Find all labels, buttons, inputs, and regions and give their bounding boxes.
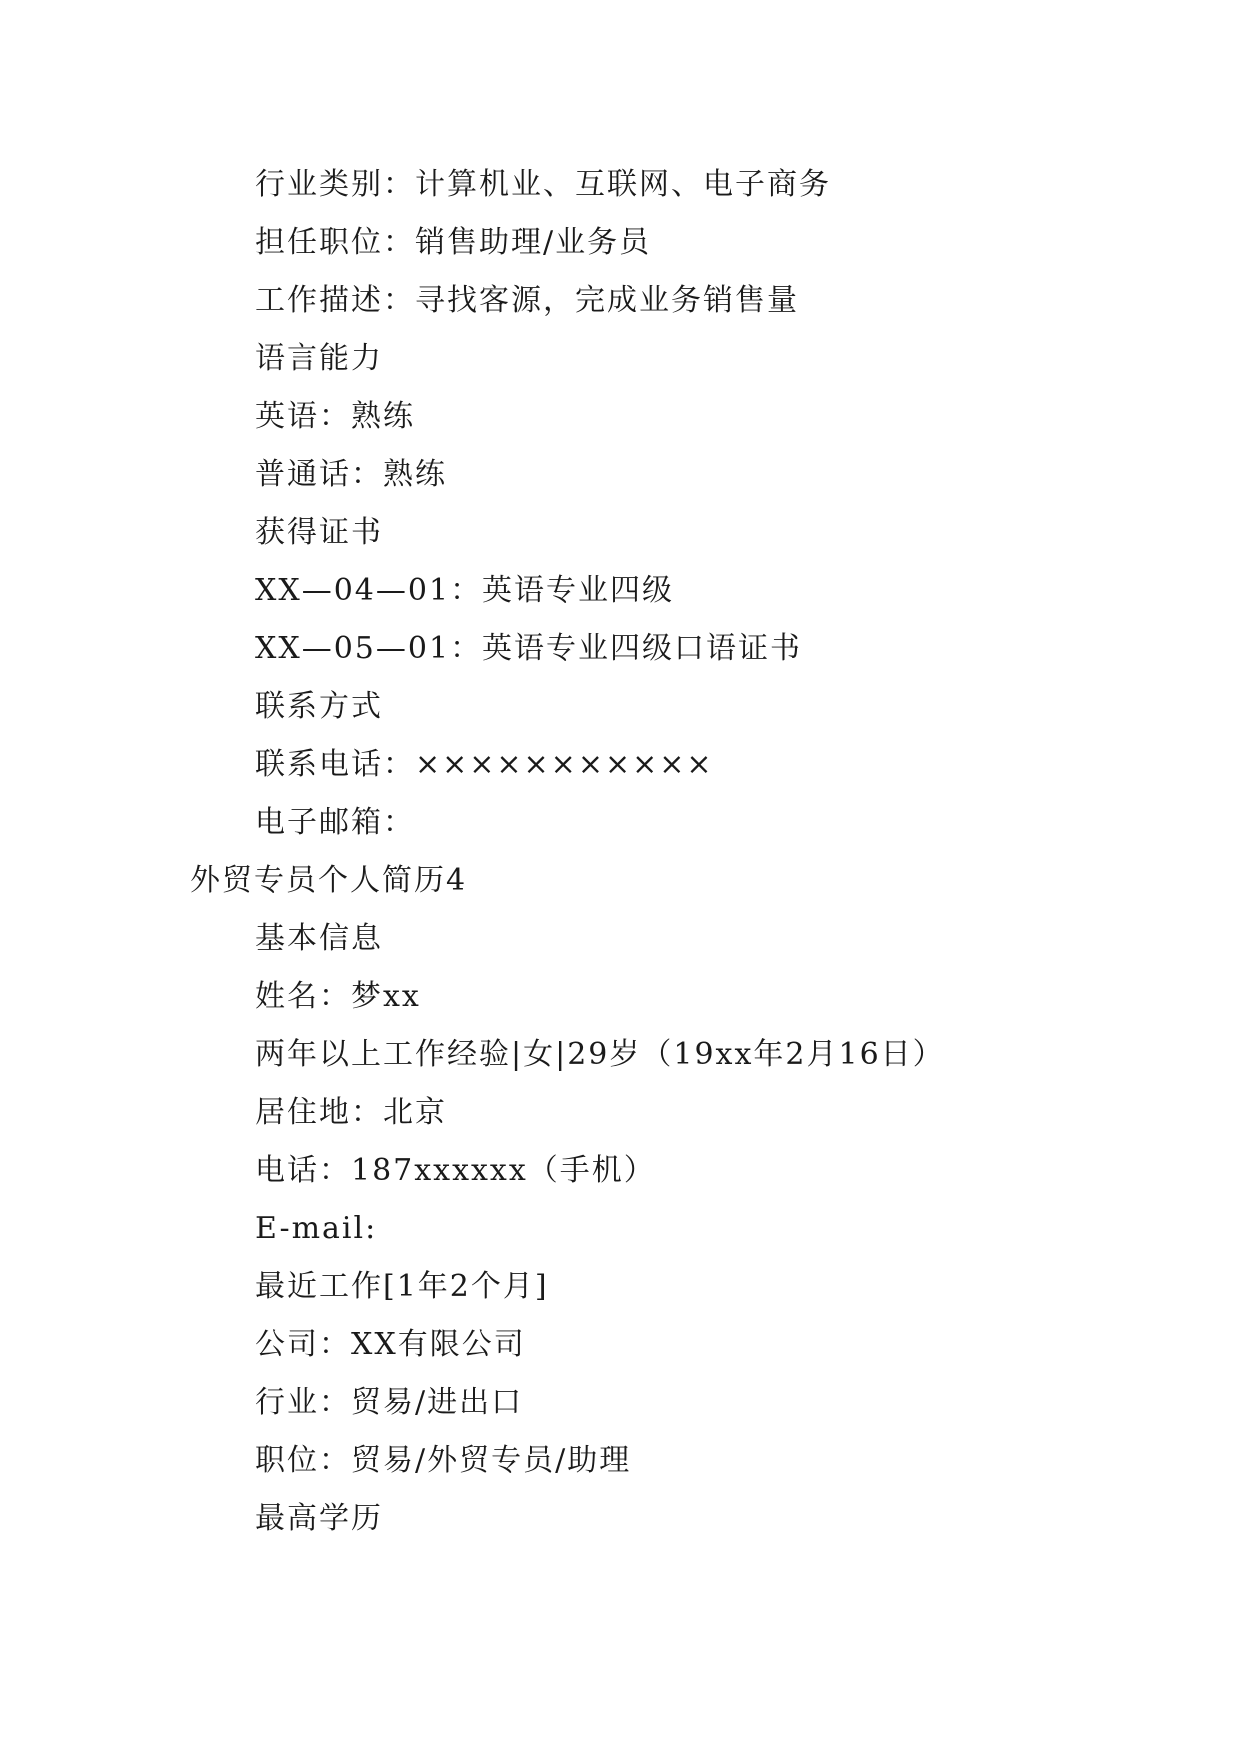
job-title-line: 职位：贸易/外贸专员/助理 bbox=[255, 1443, 632, 1478]
certificates-heading: 获得证书 bbox=[255, 515, 383, 550]
certificate-line: XX—05—01：英语专业四级口语证书 bbox=[255, 631, 803, 666]
position-line: 担任职位：销售助理/业务员 bbox=[255, 225, 652, 260]
industry-category-line: 行业类别：计算机业、互联网、电子商务 bbox=[255, 167, 831, 202]
language-ability-heading: 语言能力 bbox=[255, 341, 383, 376]
mandarin-line: 普通话：熟练 bbox=[255, 457, 447, 492]
contact-phone-line: 联系电话：××××××××××× bbox=[255, 747, 714, 782]
resume-title: 外贸专员个人简历4 bbox=[190, 863, 468, 898]
industry-line: 行业：贸易/进出口 bbox=[255, 1385, 524, 1420]
email-line: E-mail: bbox=[255, 1211, 378, 1246]
job-description-line: 工作描述：寻找客源，完成业务销售量 bbox=[255, 283, 799, 318]
certificate-line: XX—04—01：英语专业四级 bbox=[255, 573, 675, 608]
education-heading: 最高学历 bbox=[255, 1501, 383, 1536]
company-line: 公司：XX有限公司 bbox=[255, 1327, 526, 1362]
name-line: 姓名：梦xx bbox=[255, 979, 421, 1014]
english-line: 英语：熟练 bbox=[255, 399, 415, 434]
email-line: 电子邮箱： bbox=[255, 805, 415, 840]
phone-line: 电话：187xxxxxx（手机） bbox=[255, 1153, 656, 1188]
experience-summary-line: 两年以上工作经验|女|29岁（19xx年2月16日） bbox=[255, 1037, 945, 1072]
basic-info-heading: 基本信息 bbox=[255, 921, 383, 956]
contact-heading: 联系方式 bbox=[255, 689, 383, 724]
recent-work-heading: 最近工作[1年2个月] bbox=[255, 1269, 549, 1304]
residence-line: 居住地：北京 bbox=[255, 1095, 447, 1130]
